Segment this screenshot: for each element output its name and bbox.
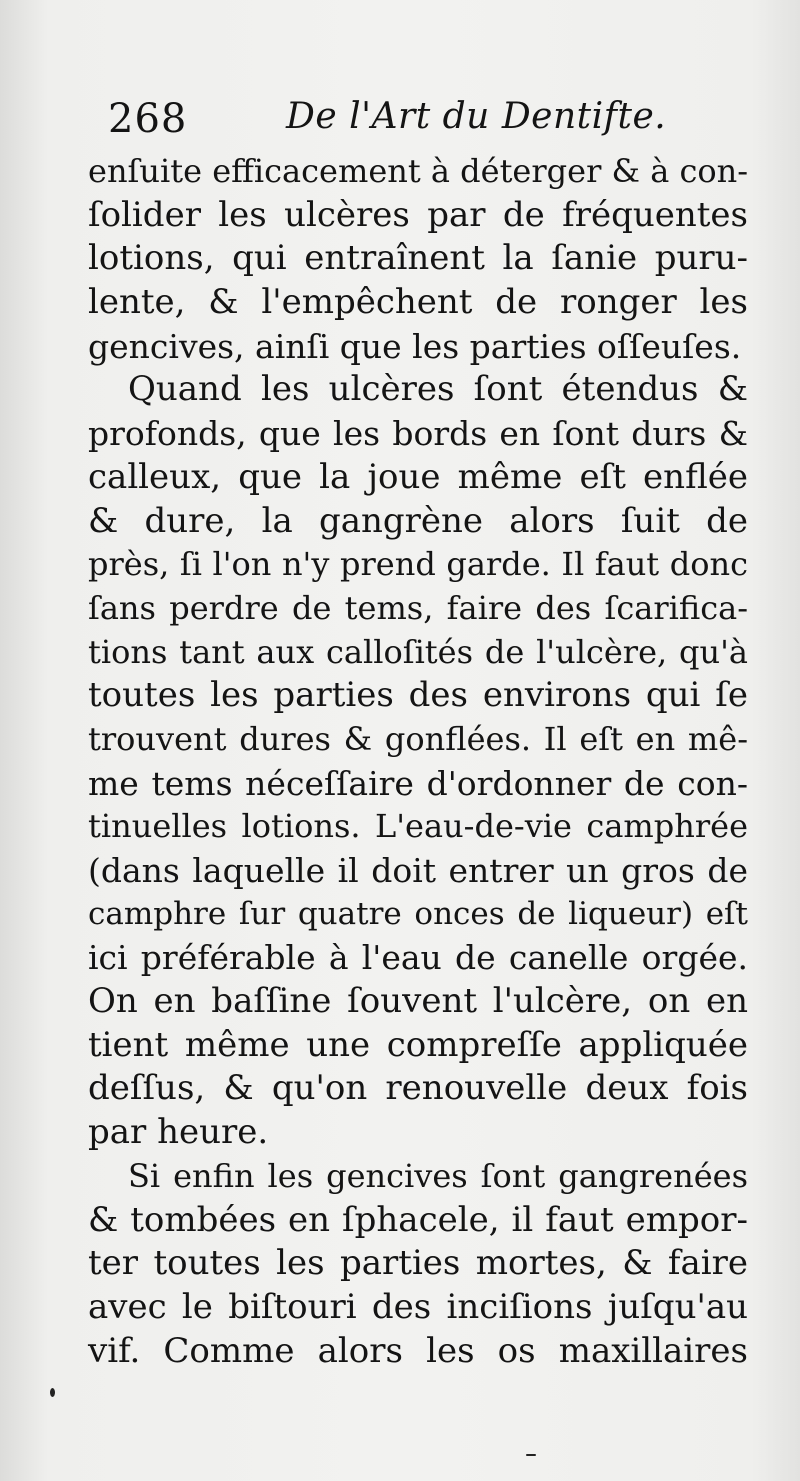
ink-speck: [526, 1454, 536, 1456]
body-text: [88, 150, 748, 1373]
text-line: toutes les parties des environs qui ſe: [88, 675, 748, 716]
text-line: On en baſſine ſouvent l'ulcère, on en: [88, 981, 748, 1022]
text-line: lente, & l'empêchent de ronger les: [88, 282, 748, 323]
text-line: me tems néceſſaire d'ordonner de con-: [88, 763, 748, 803]
text-line: enſuite efficacement à déterger & à con-: [88, 152, 749, 190]
text-line: trouvent dures & gonflées. Il eſt en mê-: [88, 719, 748, 758]
paragraph-start-line: Quand les ulcères ſont étendus &: [128, 369, 748, 410]
text-line: par heure.: [88, 1112, 269, 1153]
page-number: 268: [108, 96, 188, 142]
text-line: tinuelles lotions. L'eau-de-vie camphrée: [88, 807, 748, 846]
text-line: ici préférable à l'eau de canelle orgée.: [88, 938, 748, 978]
text-line: (dans laquelle il doit entrer un gros de: [88, 851, 748, 890]
text-line: camphre ſur quatre onces de liqueur) eſt: [88, 895, 748, 932]
text-line: ſans perdre de tems, faire des ſcarifica-: [88, 588, 748, 627]
text-line: deſſus, & qu'on renouvelle deux fois: [88, 1068, 748, 1109]
paragraph-start-line: Si enfin les gencives ſont gangrenées: [128, 1156, 748, 1195]
text-line: calleux, que la joue même eſt enflée: [88, 456, 748, 497]
text-line: tient même une compreſſe appliquée: [88, 1024, 748, 1065]
running-title: De l'Art du Dentifte.: [286, 96, 667, 137]
text-line: gencives, ainſi que les parties oſſeuſes.: [88, 326, 742, 366]
text-line: ter toutes les parties mortes, & faire: [88, 1243, 748, 1284]
text-line: près, ſi l'on n'y prend garde. Il faut donc: [88, 545, 748, 584]
text-line: ſolider les ulcères par de fréquentes: [88, 194, 748, 235]
text-line: tions tant aux callοſités de l'ulcère, qu'à: [88, 632, 748, 671]
text-line: avec le biſtouri des inciſions juſqu'au: [88, 1286, 748, 1327]
text-line: lotions, qui entraînent la ſanie puru-: [88, 238, 748, 279]
ink-speck: [50, 1388, 55, 1397]
text-line: profonds, que les bords en ſont durs &: [88, 414, 748, 454]
text-line: vif. Comme alors les os maxillaires: [88, 1330, 748, 1371]
page-header: [108, 96, 748, 156]
text-line: & tombées en ſphacele, il faut empor-: [88, 1199, 748, 1240]
text-line: & dure, la gangrène alors ſuit de: [88, 500, 748, 541]
